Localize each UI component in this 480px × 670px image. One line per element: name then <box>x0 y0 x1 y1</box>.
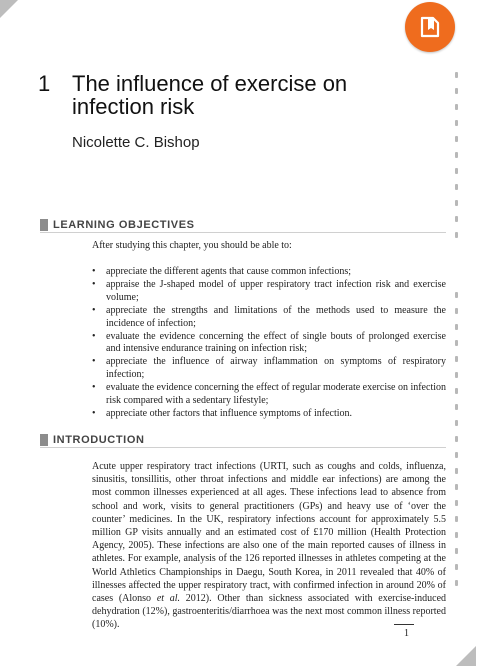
objective-item: • appraise the J-shaped model of upper respiratory tract infection risk and exercise volume; <box>92 278 446 303</box>
objectives-intro: After studying this chapter, you should be able to: <box>92 240 292 251</box>
page-number: 1 <box>404 628 409 639</box>
objective-item: • appreciate the strengths and limitations of the methods used to measure the incidence of infection; <box>92 304 446 329</box>
edge-mark <box>455 232 458 238</box>
objectives-list <box>92 266 446 421</box>
chapter-title: The influence of exercise on infection risk <box>72 71 348 119</box>
edge-mark <box>455 532 458 538</box>
edge-mark <box>455 420 458 426</box>
edge-mark <box>455 292 458 298</box>
edge-mark <box>455 436 458 442</box>
learning-objectives-heading <box>40 219 195 231</box>
edge-mark <box>455 388 458 394</box>
folio-rule <box>394 624 414 625</box>
section-marker <box>40 219 48 231</box>
introduction-heading <box>40 434 145 446</box>
edge-mark <box>455 564 458 570</box>
page-curl-bottom-right <box>456 646 476 666</box>
edge-mark <box>455 152 458 158</box>
objective-item: • evaluate the evidence concerning the effect of regular moderate exercise on infection risk compared with a sedentary lifestyle; <box>92 382 446 407</box>
edge-mark <box>455 216 458 222</box>
edge-mark <box>455 516 458 522</box>
edge-mark <box>455 88 458 94</box>
edge-mark <box>455 340 458 346</box>
edge-mark <box>455 308 458 314</box>
book-icon <box>415 12 445 42</box>
chapter-author: Nicolette C. Bishop <box>72 134 200 151</box>
edge-mark <box>455 136 458 142</box>
edge-mark <box>455 72 458 78</box>
section-divider <box>40 447 446 448</box>
section-marker <box>40 434 48 446</box>
edge-mark <box>455 404 458 410</box>
edge-mark <box>455 500 458 506</box>
edge-mark <box>455 580 458 586</box>
edge-mark <box>455 184 458 190</box>
objective-item: • appreciate other factors that influence symptoms of infection. <box>92 407 353 419</box>
edge-mark <box>455 324 458 330</box>
edge-mark <box>455 484 458 490</box>
objective-item: • appreciate the different agents that cause common infections; <box>92 266 351 277</box>
edge-mark <box>455 452 458 458</box>
edge-mark <box>455 168 458 174</box>
introduction-title: INTRODUCTION <box>53 434 145 446</box>
page-curl-top-left <box>0 0 18 18</box>
edge-mark <box>455 200 458 206</box>
document-reader-icon[interactable] <box>405 2 455 52</box>
edge-mark <box>455 104 458 110</box>
objective-item: • appreciate the influence of airway inflammation on symptoms of respiratory infection; <box>92 356 446 381</box>
learning-objectives-title: LEARNING OBJECTIVES <box>53 219 195 231</box>
introduction-paragraph: Acute upper respiratory tract infections (URTI, such as coughs and colds, influenza, sinusitis, tonsillitis, other throat infections and middle ear infections) are among the most common illnesses experienced at all ages. These infections lead to absence from school and work, visits to general practitioners (GPs) and heavy use of ‘over the counter’ medicines. In the UK, respiratory infections account for approximately 5.5 million GP visits annually and an estimated cost of £170 million (Health Protection Agency, 2005). These infections are also one of the main reported causes of illness in athletes. For example, analysis of the 126 reported illnesses in athletes competing at the World Athletics Championships in Daegu, South Korea, in 2011 revealed that 40% of illnesses affected the upper respiratory tract, with confirmed infection in around 20% of cases (Alonso et al. 2012). Other than sickness associated with exercise-induced dehydration (12%), gastroenteritis/diarrhoea was the next most common illness reported (10%). <box>92 461 447 631</box>
edge-mark <box>455 372 458 378</box>
edge-mark <box>455 356 458 362</box>
chapter-number: 1 <box>38 71 51 96</box>
edge-mark <box>455 120 458 126</box>
objective-item: • evaluate the evidence concerning the effect of single bouts of prolonged exercise and intensive endurance training on infection risk; <box>92 330 446 355</box>
section-divider <box>40 232 446 233</box>
thumb-index-marks <box>452 70 462 610</box>
edge-mark <box>455 548 458 554</box>
edge-mark <box>455 468 458 474</box>
